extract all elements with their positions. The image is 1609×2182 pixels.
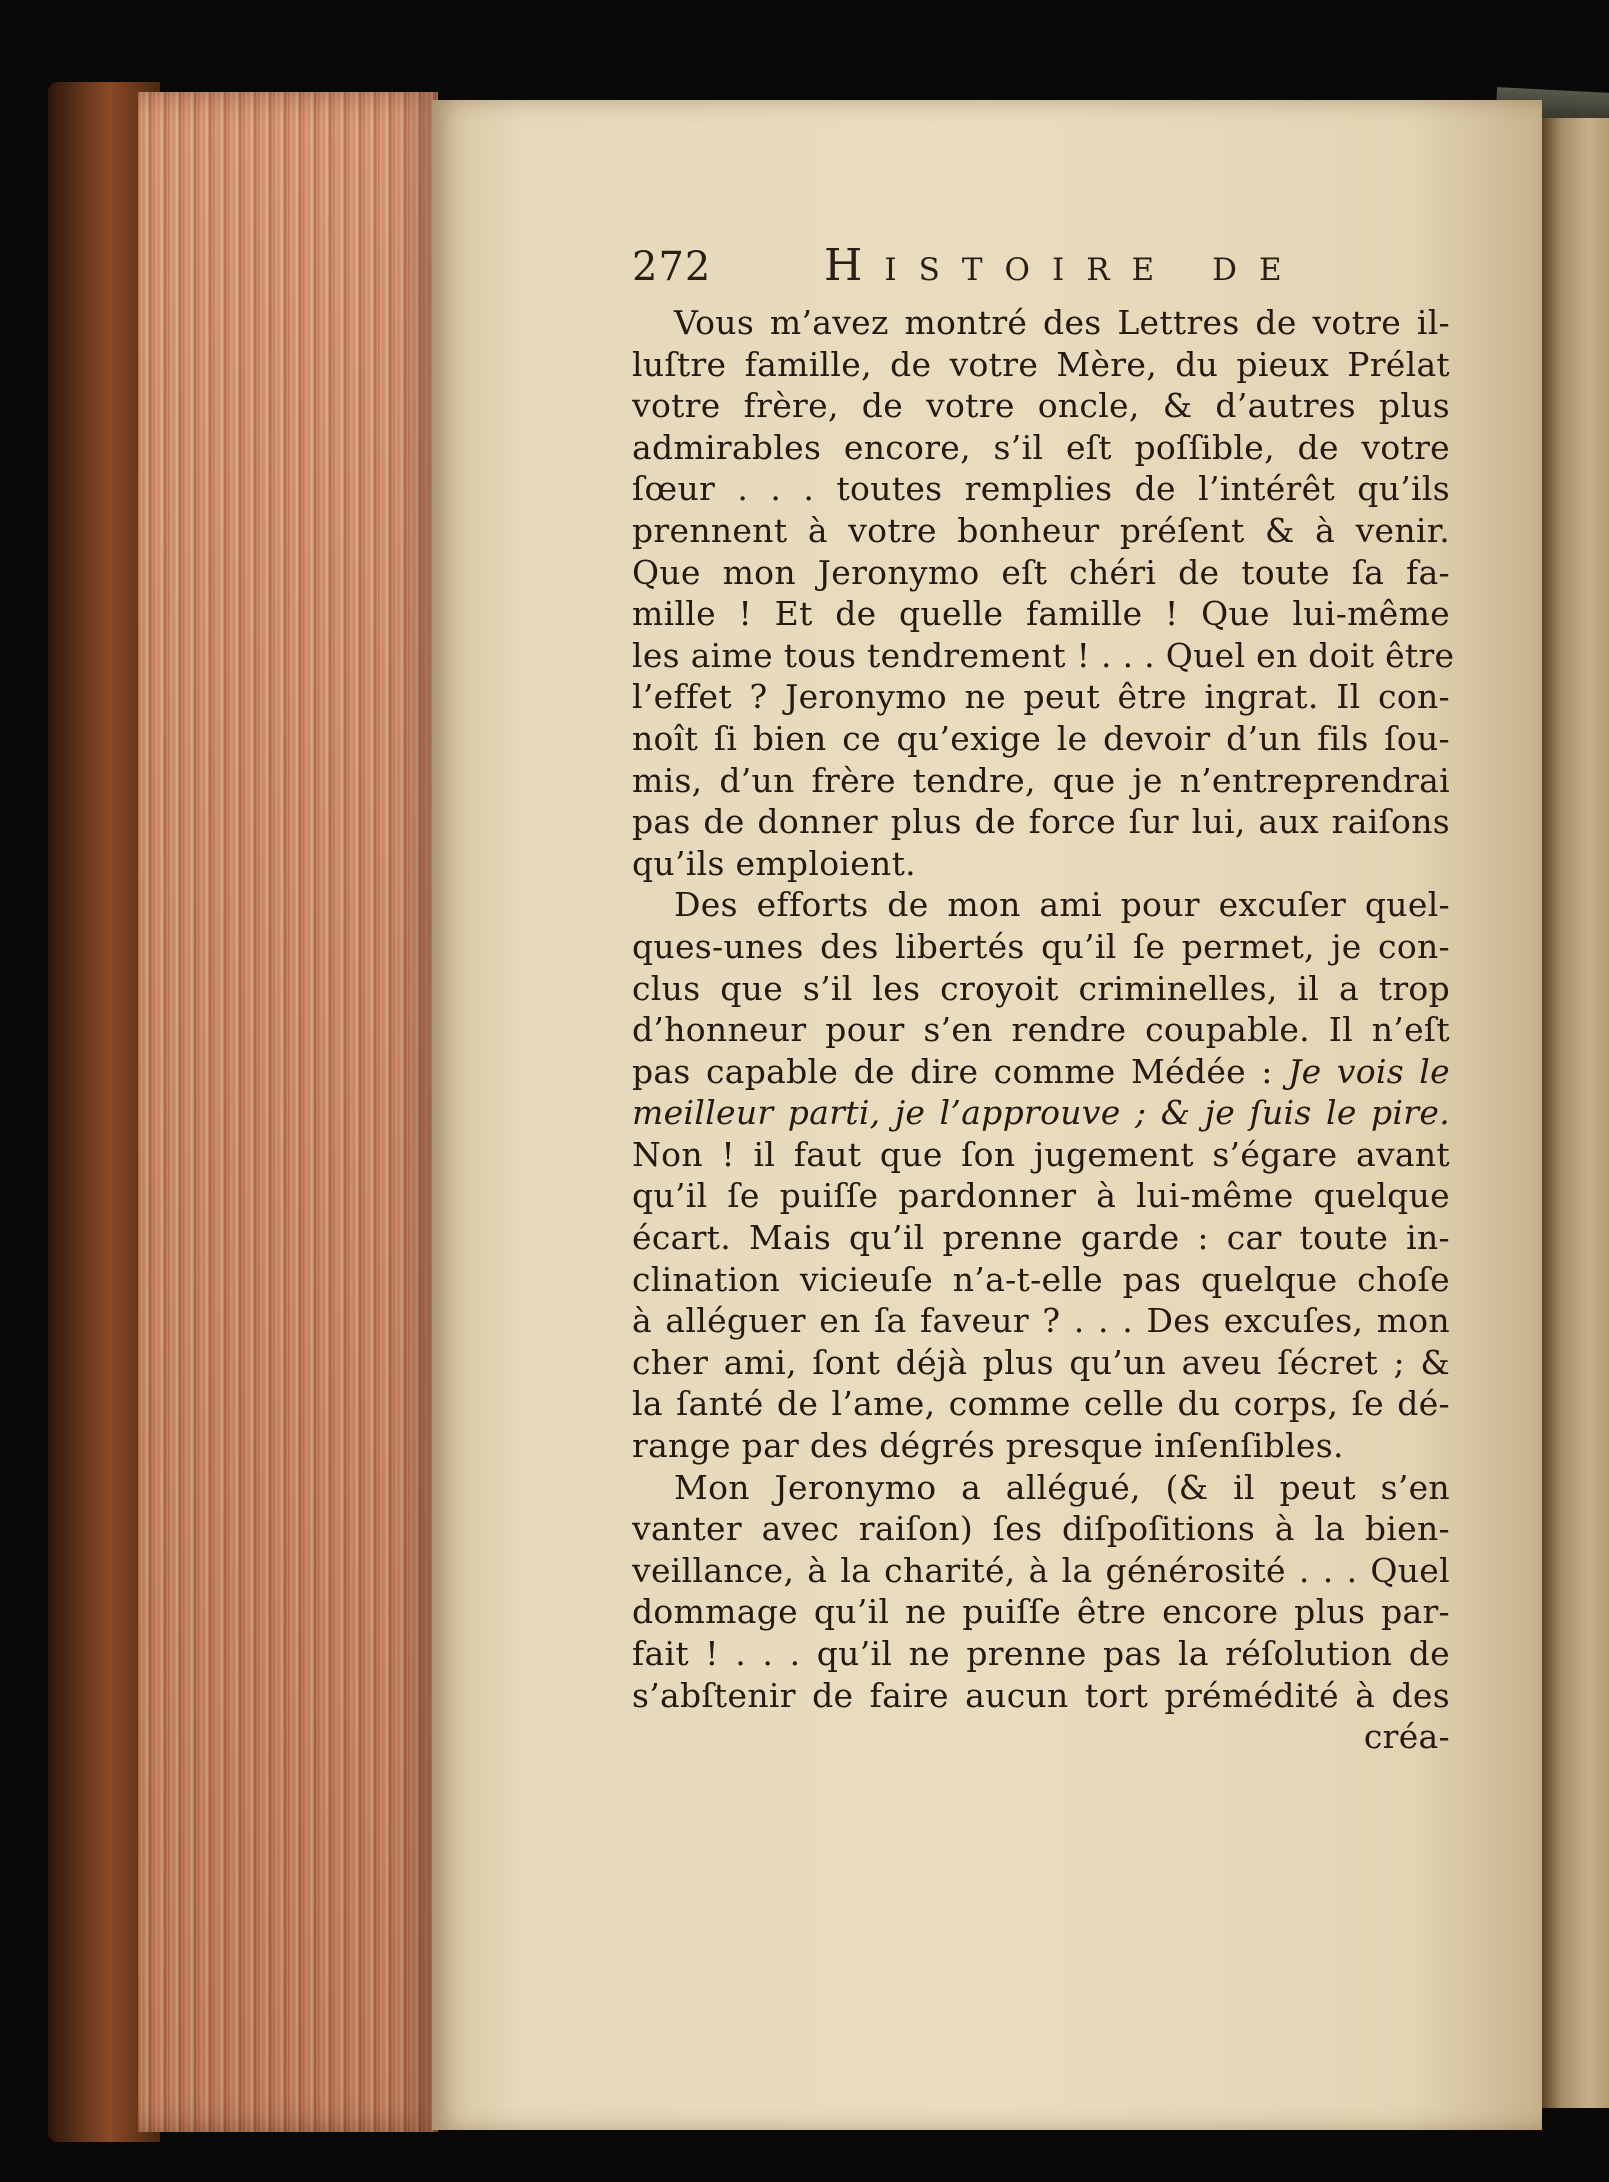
facing-page [1542,118,1609,2108]
text-line: Mon Jeronymo a allégué, (& il peut s’en [674,1467,1450,1507]
text-line: dommage qu’il ne puiſſe être encore plus par- [632,1592,1450,1632]
text-line: d’honneur pour s’en rendre coupable. Il n’eſt [632,1010,1450,1050]
text-line: mis, d’un frère tendre, que je n’entreprendrai [632,760,1450,800]
catchword: créa- [1363,1717,1450,1757]
text-line: à alléguer en ſa faveur ? . . . Des excuſes, mon [632,1301,1450,1341]
text-line: veillance, à la charité, à la générosité . . . Quel [632,1550,1450,1590]
text-line: ſœur . . . toutes remplies de l’intérêt qu’ils [632,469,1450,509]
text-line: qu’il ſe puiſſe pardonner à lui-même quelque [632,1176,1450,1216]
text-line: s’abſtenir de faire aucun tort prémédité à des [632,1675,1450,1715]
text-line: pas capable de dire comme Médée : [632,1051,1273,1091]
text-line: l’effet ? Jeronymo ne peut être ingrat. Il con- [632,677,1450,717]
text-line: clination vicieuſe n’a-t-elle pas quelque choſe [632,1259,1450,1299]
text-line: qu’ils emploient. [632,843,916,883]
text-line: noît ſi bien ce qu’exige le devoir d’un fils ſou- [632,718,1450,758]
text-line: Des efforts de mon ami pour excuſer quel- [674,885,1450,925]
page-number: 272 [632,244,712,290]
text-line: Vous m’avez montré des Lettres de votre il- [674,303,1450,342]
text-line: cher ami, ſont déjà plus qu’un aveu ſécret ; & [632,1342,1450,1382]
text-line: range par des dégrés presque inſenſibles. [632,1426,1344,1466]
text-line: Que mon Jeronymo eſt chéri de toute ſa fa- [632,552,1450,592]
text-line: admirables encore, s’il eſt poſſible, de votre [632,427,1450,467]
text-line: mille ! Et de quelle famille ! Que lui-même [632,594,1450,634]
text-line: écart. Mais qu’il prenne garde : car toute in- [632,1218,1450,1258]
text-line: clus que s’il les croyoit criminelles, il a trop [632,968,1450,1008]
text-line: vanter avec raiſon) ſes diſpoſitions à la bien- [632,1509,1450,1549]
text-block [632,302,1455,1758]
running-head [632,236,1392,296]
text-line: fait ! . . . qu’il ne prenne pas la réſolution de [632,1634,1450,1673]
italic-quote: Je vois le [1288,1051,1450,1091]
text-line: ques-unes des libertés qu’il ſe permet, je con- [632,926,1450,966]
text-line: Non ! il faut que ſon jugement s’égare avant [632,1134,1450,1174]
running-title: Histoire de [824,240,1304,291]
text-line: pas de donner plus de force ſur lui, aux raiſons [632,802,1450,842]
text-line: la ſanté de l’ame, comme celle du corps, ſe dé- [632,1384,1450,1424]
page-edges [138,92,438,2132]
text-line: votre frère, de votre oncle, & d’autres plus [632,386,1450,426]
text-line-with-italic [632,1051,1450,1093]
text-line: les aime tous tendrement ! . . . Quel en doit être [632,635,1455,675]
text-line: prennent à votre bonheur préſent & à venir. [632,510,1450,550]
text-line: luſtre famille, de votre Mère, du pieux Prélat [632,344,1450,384]
italic-line: meilleur parti, je l’approuve ; & je ſuis le pire. [632,1093,1450,1133]
